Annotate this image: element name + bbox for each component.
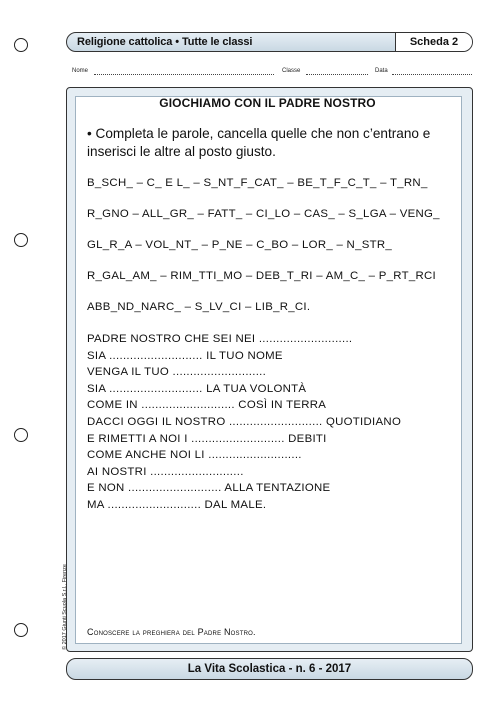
prayer-line: COME ANCHE NOI LI ........................... [87,449,302,462]
classe-field[interactable] [306,74,368,75]
prayer-line: AI NOSTRI ........................... [87,465,244,478]
binder-hole-bottom [14,623,28,637]
header-bar [66,32,473,52]
prayer-line: SIA ........................... IL TUO NOME [87,349,283,362]
header-title: Religione cattolica • Tutte le classi [77,36,253,48]
data-label: Data [375,68,388,74]
prayer-line: PADRE NOSTRO CHE SEI NEI ........................... [87,333,353,345]
worksheet-number-badge: Scheda 2 [395,33,472,51]
prayer-line: DACCI OGGI IL NOSTRO ........................... QUOTIDIANO [87,415,402,428]
prayer-line: SIA ........................... LA TUA VOLONTÀ [87,382,307,395]
footer-publication: La Vita Scolastica - n. 6 - 2017 [187,663,352,675]
prayer-line: COME IN ........................... COSÌ IN TERRA [87,399,327,412]
exercise-title: GIOCHIAMO CON IL PADRE NOSTRO [159,96,376,110]
learning-objective: Conoscere la preghiera del Padre Nostro. [87,627,256,637]
prayer-line: E RIMETTI A NOI I ........................... DEBITI [87,432,327,445]
instruction-line-1: • Completa le parole, cancella quelle che non c’entrano e [87,126,431,141]
prayer-line: MA ........................... DAL MALE. [87,498,267,511]
prayer-line: VENGA IL TUO ........................... [87,366,267,379]
exercise-instruction [87,125,455,161]
student-info-row [72,68,472,78]
nome-field[interactable] [94,74,274,75]
data-field[interactable] [392,74,472,75]
binder-hole-upper-middle [14,233,28,247]
word-line-5: ABB_ND_NARC_ – S_LV_CI – LIB_R_CI. [87,301,311,313]
instruction-line-2: inserisci le altre al posto giusto. [87,144,276,159]
word-line-4: R_GAL_AM_ – RIM_TTI_MO – DEB_T_RI – AM_C_ – P_RT_RCI [87,270,436,282]
classe-label: Classe [282,68,301,74]
footer-bar [66,658,473,680]
binder-hole-lower-middle [14,428,28,442]
copyright-notice: © 2017 Giunti Scuola S.r.l., Firenze [62,564,68,650]
word-line-2: R_GNO – ALL_GR_ – FATT_ – CI_LO – CAS_ – S_LGA – VENG_ [87,208,440,220]
word-line-3: GL_R_A – VOL_NT_ – P_NE – C_BO – LOR_ – N_STR_ [87,239,393,251]
word-line-1: B_SCH_ – C_ E L_ – S_NT_F_CAT_ – BE_T_F_C_T_ – T_RN_ [87,177,428,189]
prayer-text [87,331,447,514]
binder-hole-top [14,38,28,52]
nome-label: Nome [72,68,89,74]
prayer-line: E NON ........................... ALLA TENTAZIONE [87,482,331,495]
